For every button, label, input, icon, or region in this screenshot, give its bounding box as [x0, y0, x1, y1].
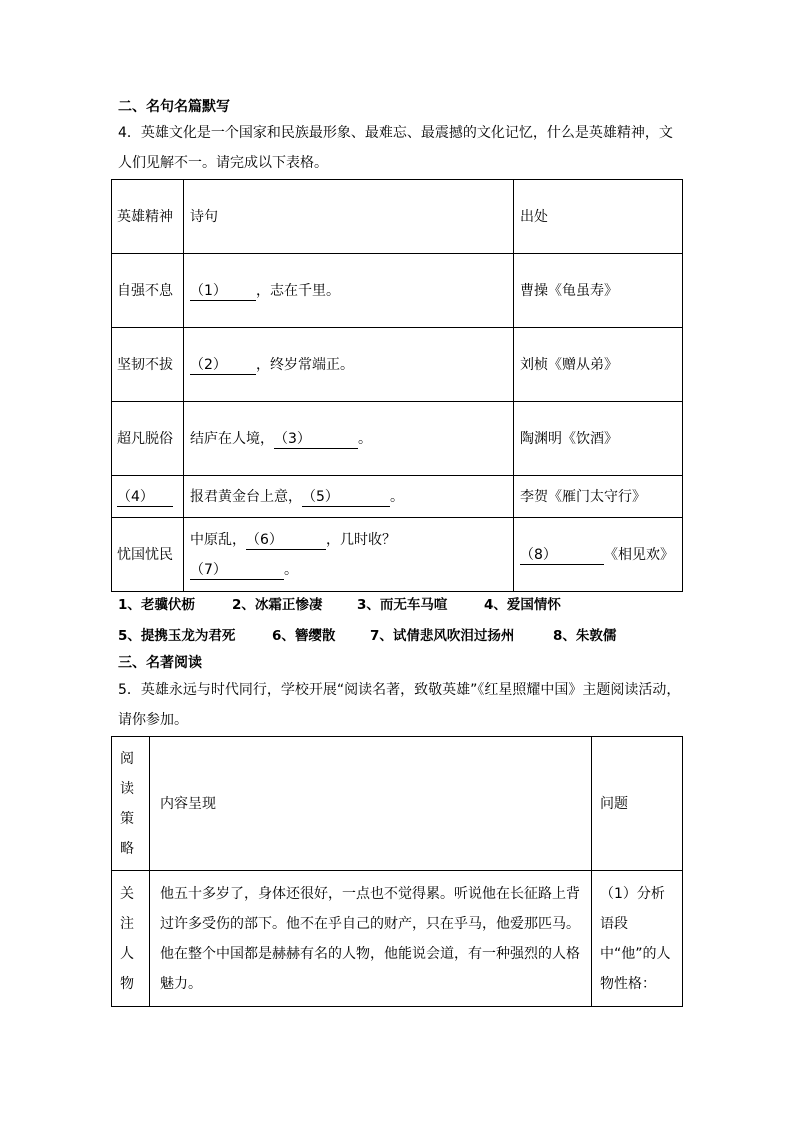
verse-cell [184, 402, 514, 476]
table-row [112, 254, 683, 328]
answer-item: 4、爱国情怀 [484, 597, 561, 613]
spirit-cell: 坚韧不拔 [112, 328, 184, 402]
table-row [112, 518, 683, 592]
answer-item: 5、提携玉龙为君死 [118, 628, 236, 644]
verse-text: ，终岁常端正。 [256, 356, 354, 373]
spirit-cell: 自强不息 [112, 254, 184, 328]
answer-item: 3、而无车马喧 [357, 597, 448, 613]
answer-item: 2、冰霜正惨凄 [232, 597, 323, 613]
answer-blank[interactable]: （4） [117, 488, 173, 507]
table-header: 出处 [514, 180, 683, 254]
answer-blank[interactable]: （6） [246, 531, 326, 550]
table-row [112, 180, 683, 254]
source-cell: 刘桢《赠从弟》 [514, 328, 683, 402]
source-cell: 曹操《龟虽寿》 [514, 254, 683, 328]
table-header: 阅读策略 [112, 737, 150, 871]
answer-blank[interactable]: （7） [190, 561, 284, 580]
spirit-cell [112, 476, 184, 518]
answer-blank[interactable]: （8） [520, 546, 604, 565]
answer-item: 6、簪缨散 [272, 628, 336, 644]
answers-line [118, 627, 616, 645]
hero-spirit-table [111, 179, 683, 592]
verse-text: ，几时收？ [326, 531, 396, 548]
table-row [112, 402, 683, 476]
content-cell: 他五十多岁了，身体还很好，一点也不觉得累。听说他在长征路上背过许多受伤的部下。他不在乎自己的财产，只在乎马，他爱那匹马。他在整个中国都是赫赫有名的人物，他能说会道，有一种强烈的人格魅力。 [150, 871, 592, 1007]
table-header: 问题 [592, 737, 683, 871]
answer-item: 1、老骥伏枥 [118, 597, 195, 613]
strategy-cell: 关注人物 [112, 871, 150, 1007]
table-header: 诗句 [184, 180, 514, 254]
verse-text: 报君黄金台上意， [190, 488, 302, 505]
source-text: 《相见欢》 [604, 546, 674, 563]
question-cell: （1）分析语段中“他”的人物性格： [592, 871, 683, 1007]
verse-cell [184, 476, 514, 518]
answer-blank[interactable]: （5） [302, 488, 390, 507]
table-header: 英雄精神 [112, 180, 184, 254]
table-row [112, 737, 683, 871]
table-row [112, 871, 683, 1007]
reading-table [111, 736, 683, 1007]
answer-item: 8、朱敦儒 [553, 628, 617, 644]
answers-line [118, 596, 561, 614]
verse-text: 结庐在人境， [190, 430, 274, 447]
spirit-cell: 忧国忧民 [112, 518, 184, 592]
question-text: 4．英雄文化是一个国家和民族最形象、最难忘、最震撼的文化记忆，什么是英雄精神，文 [118, 125, 673, 141]
source-cell: 李贺《雁门太守行》 [514, 476, 683, 518]
question-text: 请你参加。 [118, 712, 188, 728]
spirit-cell: 超凡脱俗 [112, 402, 184, 476]
verse-cell [184, 328, 514, 402]
verse-text: ，志在千里。 [256, 282, 340, 299]
answer-blank[interactable]: （3） [274, 430, 358, 449]
source-cell: 陶渊明《饮酒》 [514, 402, 683, 476]
question-text: 5．英雄永远与时代同行，学校开展“阅读名著，致敬英雄”《红星照耀中国》主题阅读活动， [118, 682, 681, 698]
answer-blank[interactable]: （2） [190, 356, 256, 375]
verse-text: 。 [284, 561, 298, 578]
table-row [112, 476, 683, 518]
source-cell [514, 518, 683, 592]
section-heading: 三、名著阅读 [118, 655, 202, 671]
table-header: 内容呈现 [150, 737, 592, 871]
answer-item: 7、试倩悲风吹泪过扬州 [370, 628, 515, 644]
verse-cell [184, 254, 514, 328]
verse-text: 中原乱， [190, 531, 246, 548]
answer-blank[interactable]: （1） [190, 282, 256, 301]
verse-text: 。 [358, 430, 372, 447]
question-text: 人们见解不一。请完成以下表格。 [118, 155, 328, 171]
section-heading: 二、名句名篇默写 [118, 99, 230, 115]
table-row [112, 328, 683, 402]
verse-text: 。 [390, 488, 404, 505]
verse-cell [184, 518, 514, 592]
